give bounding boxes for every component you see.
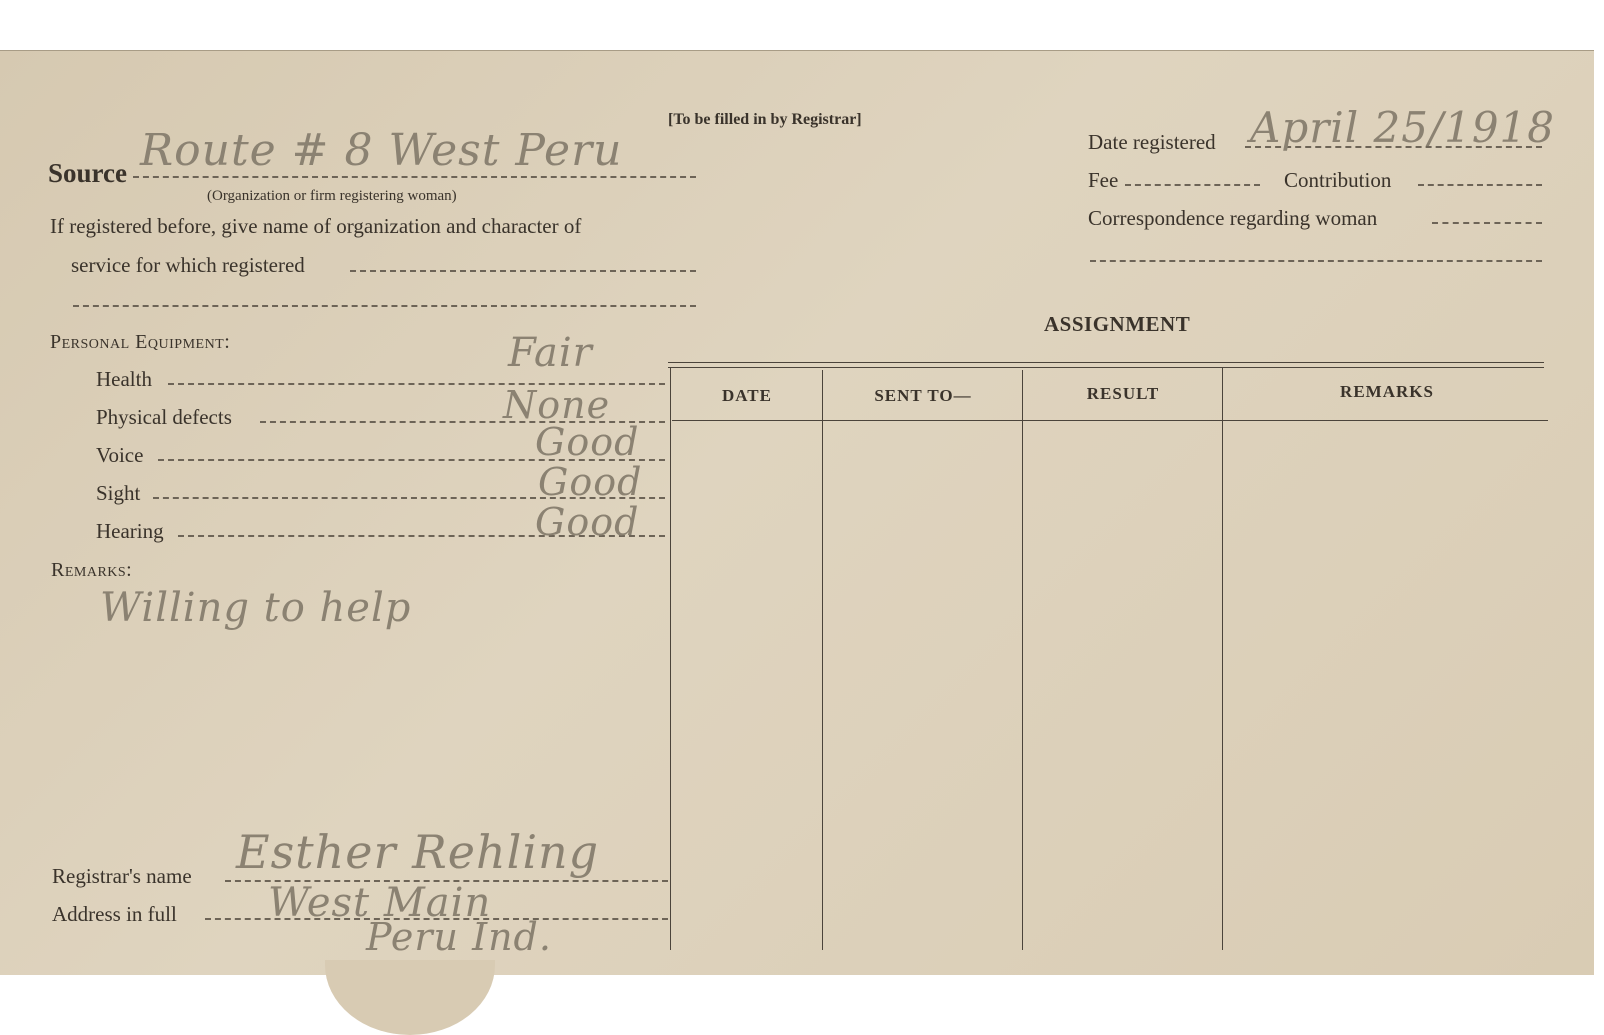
hearing-label: Hearing [96,519,164,543]
address-value-line1: West Main [268,880,492,926]
remarks-value: Willing to help [100,585,412,631]
address-value-line2: Peru Ind. [366,915,552,959]
source-caption: (Organization or firm registering woman) [207,188,457,204]
registrar-note: [To be filled in by Registrar] [668,111,862,128]
prior-registration-line [350,270,696,272]
contribution-line [1418,184,1542,186]
sight-value: Good [538,460,643,504]
assignment-heading: ASSIGNMENT [1044,312,1191,336]
column-header-date: DATE [722,386,772,405]
physical-defects-label: Physical defects [96,405,232,429]
equipment-heading: Personal Equipment: [50,331,231,353]
prior-registration-line1: If registered before, give name of organization and character of [50,214,582,238]
physical-defects-value: None [503,383,611,427]
fee-label: Fee [1088,168,1119,192]
card-tab [325,960,495,1035]
assignment-top-rule-2 [668,367,1544,368]
registrar-name-value: Esther Rehling [236,825,600,879]
source-label: Source [48,158,127,188]
column-divider-3 [1222,368,1223,950]
health-value: Fair [508,330,593,376]
column-header-remarks: REMARKS [1340,382,1434,401]
column-header-result: RESULT [1086,384,1160,403]
voice-label: Voice [96,443,144,467]
date-registered-label: Date registered [1088,130,1216,154]
date-registered-value: April 25/1918 [1250,103,1555,152]
remarks-heading: Remarks: [51,559,133,581]
hearing-value: Good [535,500,640,544]
voice-value: Good [535,420,640,464]
column-divider-2 [1022,370,1023,950]
registrar-name-label: Registrar's name [52,864,192,888]
source-line [133,176,696,178]
correspondence-extra-line [1090,260,1542,262]
contribution-label: Contribution [1284,168,1392,192]
correspondence-label: Correspondence regarding woman [1088,206,1378,230]
column-divider-1 [822,370,823,950]
prior-registration-extra-line [73,305,696,307]
prior-registration-line2: service for which registered [71,253,305,277]
assignment-top-rule [668,362,1544,363]
column-divider-left [670,368,671,950]
assignment-header-rule [672,420,1548,421]
source-value: Route # 8 West Peru [140,125,623,176]
fee-line [1125,184,1260,186]
address-label: Address in full [52,902,177,926]
sight-label: Sight [96,481,141,505]
health-label: Health [96,367,152,391]
correspondence-line [1432,222,1542,224]
column-header-sent-to: SENT TO— [874,386,972,405]
